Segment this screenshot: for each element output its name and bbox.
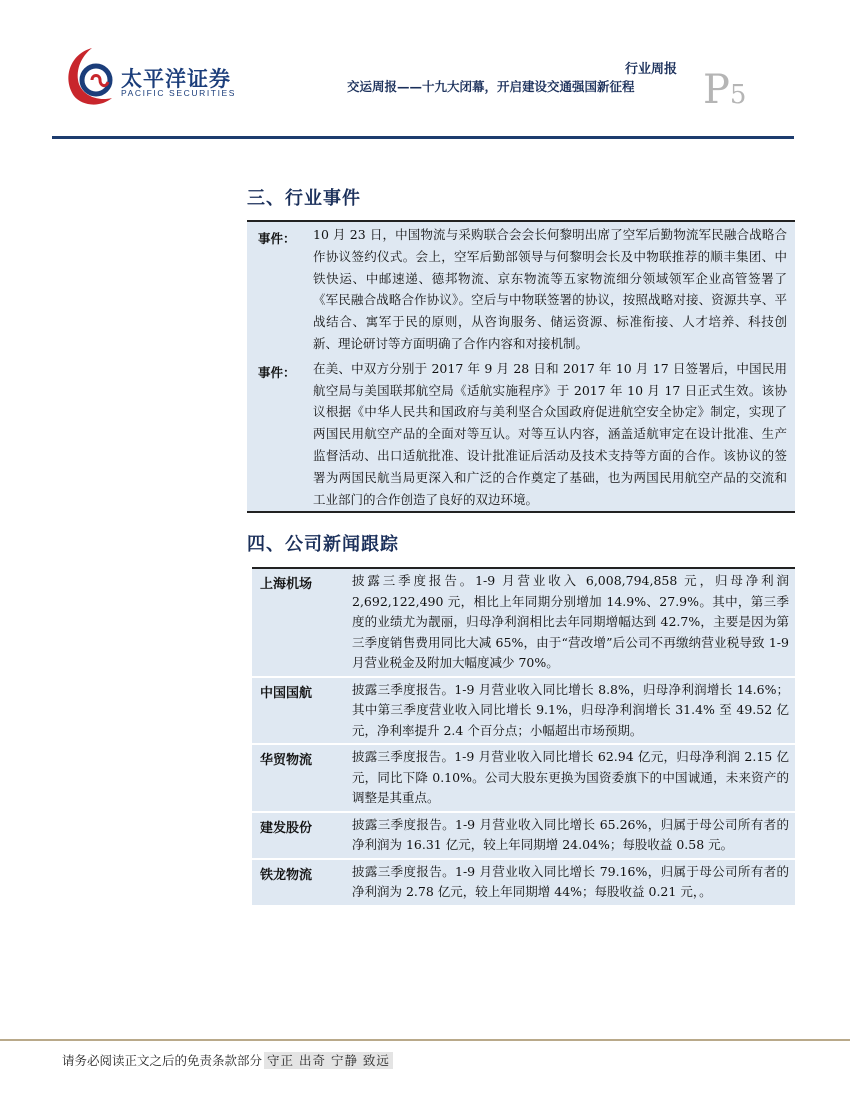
company-name: 华贸物流	[260, 753, 313, 768]
table-bottom-rule	[247, 511, 795, 513]
report-title: 交运周报——十九大闭幕，开启建设交通强国新征程	[347, 79, 635, 94]
footer-disclaimer: 请务必阅读正文之后的免责条款部分	[62, 1053, 263, 1068]
company-name: 中国国航	[260, 685, 313, 701]
report-type: 行业周报	[625, 62, 678, 77]
page-prefix: P	[703, 67, 730, 113]
company-news-table	[252, 567, 795, 905]
event-row	[247, 356, 795, 512]
brand-name-cn: 太平洋证券	[121, 67, 231, 91]
section-heading-industry-events: 三、行业事件	[247, 188, 361, 209]
company-news-text: 披露三季度报告。1-9 月营业收入同比增长 8.8%，归母净利润增长 14.6%；其中第三季度营业收入同比增长 9.1%，归母净利润增长 31.4% 至 49.52 亿元，净利率提升 2.4 个百分点；小幅超出市场预期。	[352, 681, 789, 738]
company-news-text: 披露三季度报告。1-9 月营业收入同比增长 62.94 亿元，归母净利润 2.15 亿元，同比下降 0.10%。公司大股东更换为国资委旗下的中国诚通，未来资产的调整是其重点。	[352, 749, 789, 805]
company-news-text: 披露三季度报告。1-9 月营业收入同比增长 79.16%，归属于母公司所有者的净利润为 2.78 亿元，较上年同期增 44%；每股收益 0.21 元，。	[352, 863, 789, 899]
table-row	[252, 678, 795, 746]
header-divider	[52, 136, 794, 139]
footer-divider	[0, 1039, 850, 1041]
pacific-securities-logo	[62, 44, 118, 108]
company-name: 上海机场	[260, 577, 313, 592]
company-name: 建发股份	[260, 820, 313, 836]
table-row	[252, 745, 795, 813]
company-news-text: 披露三季度报告。1-9 月营业收入 6,008,794,858 元，归母净利润 2,692,122,490 元，相比上年同期分别增加 14.9%、27.9%。其中，第三季度的业绩尤为靓丽，归母净利润相比去年同期增幅达到 42.7%，主要是因为第三季度销售费用同比大减 65%，由于“营改增”后公司不再缴纳营业税导致 1-9 月营业税金及附加大幅度减少 70%。	[352, 573, 789, 670]
event-row	[247, 222, 795, 356]
footer-motto: 守正 出奇 宁静 致远	[264, 1052, 393, 1069]
brand-name-en: PACIFIC SECURITIES	[121, 88, 237, 98]
page-number	[703, 67, 747, 113]
company-news-text: 披露三季度报告。1-9 月营业收入同比增长 65.26%，归属于母公司所有者的净利润为 16.31 亿元，较上年同期增 24.04%；每股收益 0.58 元。	[352, 816, 789, 852]
section-heading-company-news: 四、公司新闻跟踪	[247, 534, 399, 555]
event-text: 10 月 23 日，中国物流与采购联合会会长何黎明出席了空军后勤物流军民融合战略合作协议签约仪式。会上，空军后勤部领导与何黎明会长及中物联推荐的顺丰集团、中铁快运、中邮速递、德邦物流、京东物流等五家物流细分领域领军企业高管签署了《军民融合战略合作协议》。空后与中物联签署的协议，按照战略对接、资源共享、平战结合、寓军于民的原则，从咨询服务、储运资源、标准衔接、人才培养、科技创新、理论研讨等方面明确了合作内容和对接机制。	[313, 227, 787, 351]
company-name: 铁龙物流	[260, 867, 313, 883]
event-label: 事件：	[258, 231, 296, 246]
table-row	[252, 569, 795, 678]
event-text: 在美、中双方分别于 2017 年 9 月 28 日和 2017 年 10 月 17 日签署后，中国民用航空局与美国联邦航空局《适航实施程序》于 2017 年 10 月 17 日正式生效。该协议根据《中华人民共和国政府与美利坚合众国政府促进航空安全协定》制定，实现了两国民用航空产品的全面对等互认。对等互认内容，涵盖适航审定在设计批准、生产监督活动、出口适航批准、设计批准证后活动及技术支持等方面的合作。该协议的签署为两国民航当局更深入和广泛的合作奠定了基础，也为两国民用航空产品的交流和工业部门的合作创造了良好的双边环境。	[313, 360, 787, 507]
footer	[62, 1051, 393, 1069]
table-row	[252, 813, 795, 860]
event-label: 事件：	[258, 364, 296, 380]
page-number-value: 5	[729, 80, 747, 110]
industry-events-table	[247, 220, 795, 513]
table-row	[252, 860, 795, 905]
